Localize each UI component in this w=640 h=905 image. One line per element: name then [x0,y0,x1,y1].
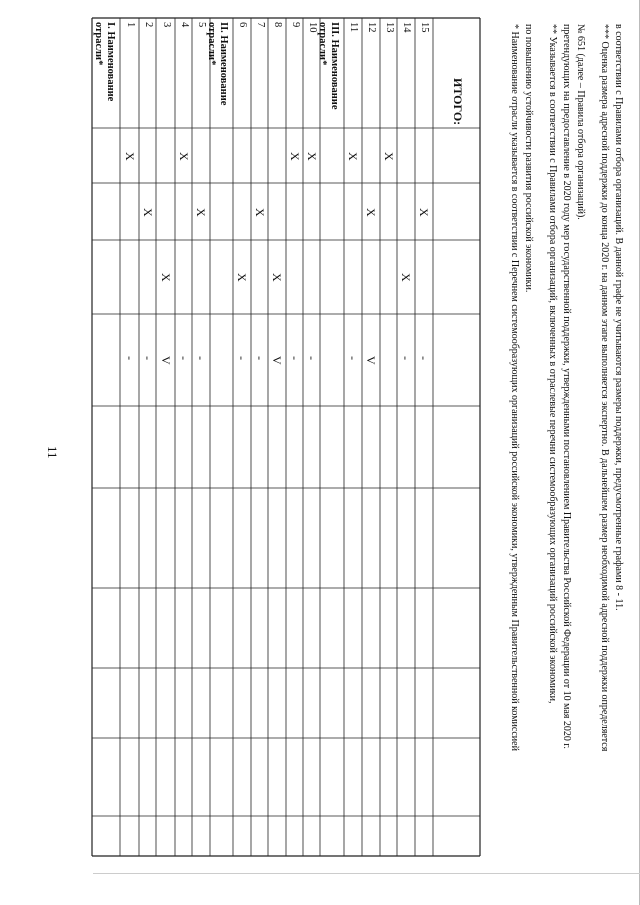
cross-mark: X [252,207,267,217]
row-number-label: 2 [142,22,154,28]
dash-mark: - [399,356,413,360]
footnote-line: в соответствии с Правилами отбора организаций. В данной графе не учитываются размеры поддержки, предусмотренные графами 8 - 11. [613,24,624,611]
cross-mark: X [140,207,155,217]
row-number-label: 12 [366,22,377,33]
cross-mark: X [158,273,173,282]
check-mark: V [158,356,173,365]
dash-mark: - [346,356,360,360]
dash-mark: - [235,356,249,360]
section-header-label: I. Наименование отрасли* [93,22,116,102]
total-row-label: ИТОГО: [450,78,465,126]
footnotes [500,18,624,856]
row-number-label: 13 [383,22,395,33]
page-number: 11 [45,446,60,459]
footnote-line: *** Оценка размера адресной поддержки до конца 2020 г. на данном этапе выполняется экспертно. В дальнейшем размер необходимой адресной поддержки определяется [599,24,610,752]
footnote-line: № 651 (далее – Правила отбора организаций). [575,24,586,220]
footnote-line: претендующих на предоставление в 2020 году мер государственной поддержки, утвержденными постановлением Правительства Российской Федерации от 10 мая 2020 г. [561,24,572,749]
row-number-label: 11 [348,22,359,33]
cross-mark: X [122,151,137,161]
cross-mark: X [399,273,413,282]
check-mark: V [364,356,378,365]
row-number-label: 4 [178,22,190,28]
dash-mark: - [194,356,208,360]
cross-mark: X [364,207,378,217]
row-number-label: 1 [124,22,136,28]
rotated-table-page [92,18,624,856]
data-table-grid [92,18,480,856]
cross-mark: X [346,151,360,161]
cross-mark: X [176,151,191,161]
cross-mark: X [235,273,249,282]
cross-mark: X [194,207,208,217]
dash-mark: - [140,356,155,360]
section-header-label: III. Наименование отрасли* [317,22,340,110]
dash-mark: - [287,356,302,360]
cross-mark: X [381,151,396,161]
section-header-label: II. Наименование отрасли* [206,22,229,106]
dash-mark: - [252,356,267,360]
row-number-label: 7 [254,22,266,28]
row-number-label: 9 [289,22,301,28]
footnote-line: * Наименование отрасли указывается в соответствии с Перечнем системообразующих организаций российской экономики, утвержденным Правительственной комиссией [509,24,520,751]
row-number-label: 6 [237,22,248,28]
cross-mark: X [417,207,431,217]
bottom-rule [93,873,640,874]
row-number-label: 15 [419,22,430,33]
row-number-label: 3 [160,22,172,28]
cross-mark: X [304,151,319,161]
row-number-label: 10 [306,22,318,33]
dash-mark: - [176,356,191,360]
cross-mark: X [287,151,302,161]
row-number-label: 5 [196,22,207,28]
footnote-line: ** Указывается в соответствии с Правилами отбора организаций, включенных в отраслевые перечни системообразующих организаций российской экономики, [547,24,558,704]
check-mark: V [270,356,284,365]
row-number-label: 8 [272,22,283,28]
cross-mark: X [270,273,284,282]
dash-mark: - [304,356,319,360]
dash-mark: - [122,356,137,360]
footnote-line: по повышению устойчивости развития российской экономики. [523,24,534,293]
dash-mark: - [417,356,431,360]
row-number-label: 14 [401,22,412,33]
